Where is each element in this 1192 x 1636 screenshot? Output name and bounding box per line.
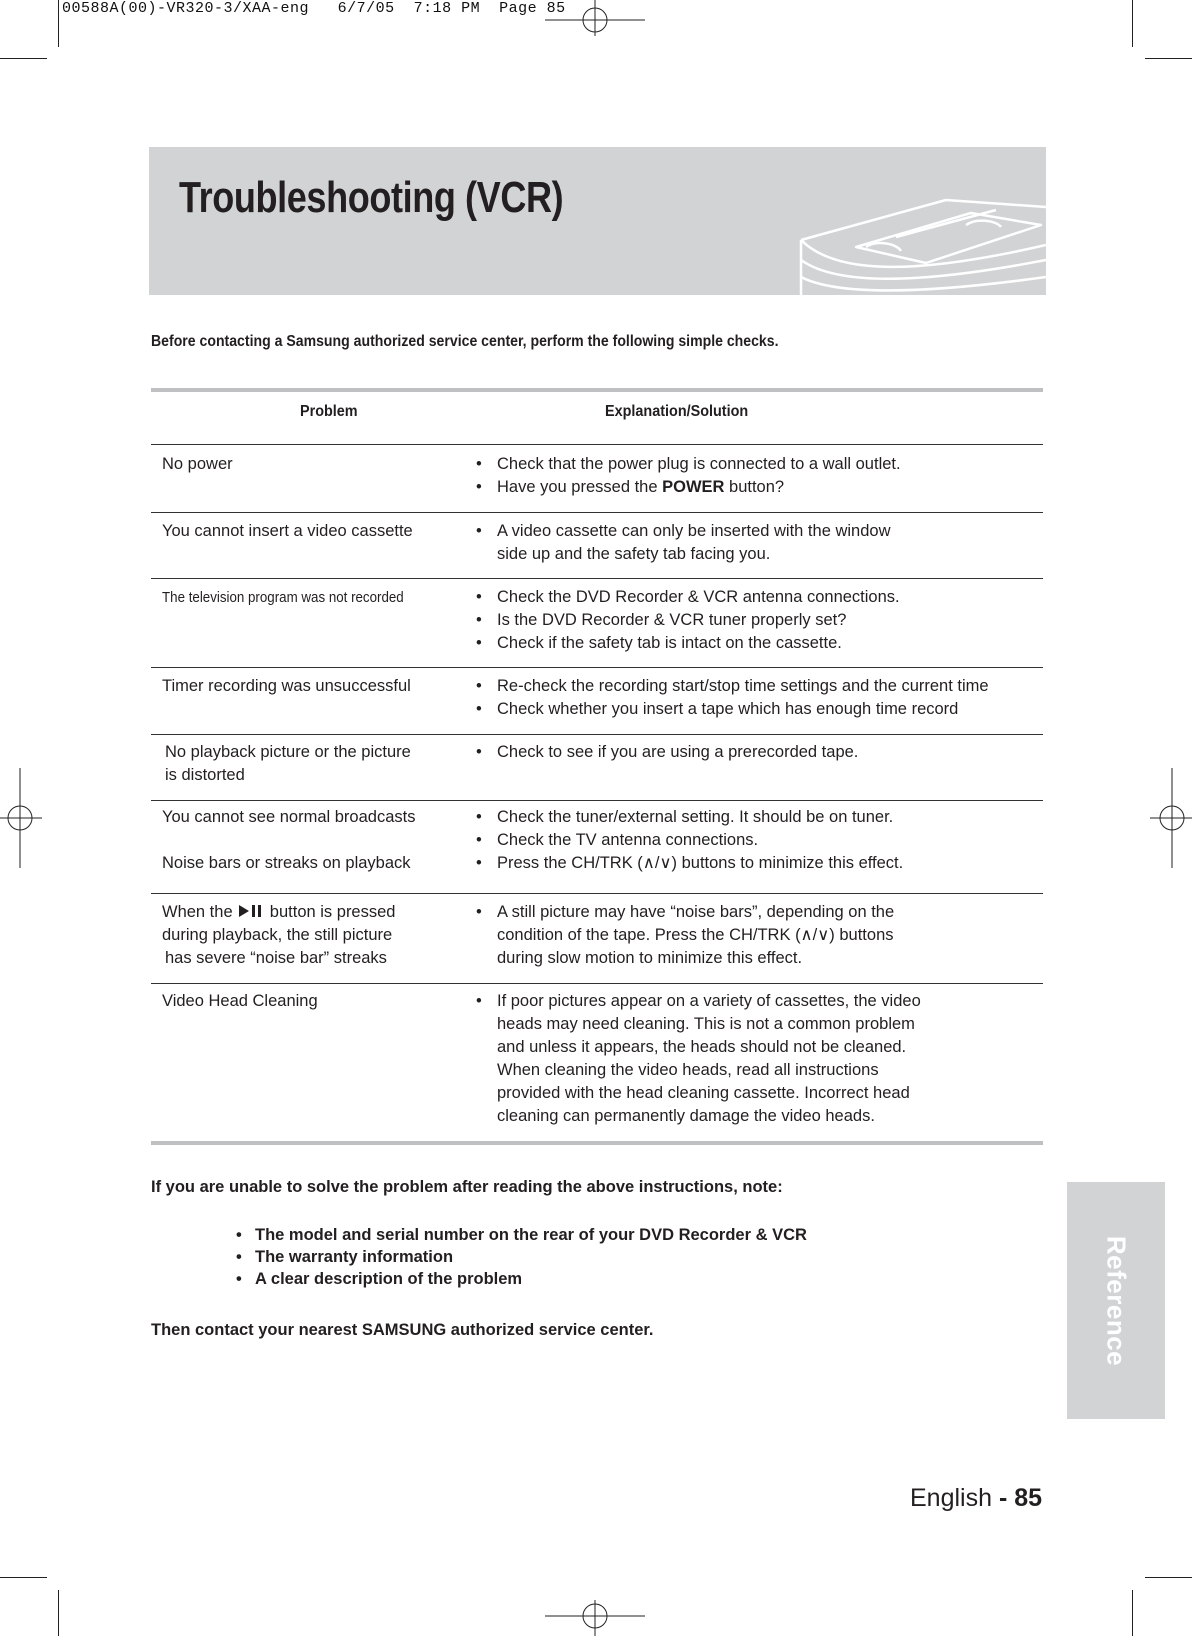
- problem-cell: Video Head Cleaning: [162, 992, 318, 1010]
- problem-cell: The television program was not recorded: [162, 590, 404, 606]
- table-bottom-rule: [151, 1141, 1043, 1145]
- solution-cell: • Check the DVD Recorder & VCR antenna connections. • Is the DVD Recorder & VCR tuner properly set? • Check if the safety tab is intact on the cassette.: [476, 588, 900, 652]
- page-number: English - 85: [910, 1484, 1043, 1512]
- crop-mark: [1145, 58, 1192, 59]
- table-divider: [151, 734, 1043, 735]
- problem-cell: Timer recording was unsuccessful: [162, 677, 411, 695]
- note-closing: Then contact your nearest SAMSUNG authorized service center.: [151, 1321, 654, 1339]
- solution-cell: • A still picture may have “noise bars”, depending on the condition of the tape. Press the CH/TRK (∧/∨) buttons during slow motion to minimize this effect.: [476, 903, 895, 967]
- solution-cell: • Check the tuner/external setting. It should be on tuner. • Check the TV antenna connections. • Press the CH/TRK (∧/∨) buttons to minimize this effect.: [476, 808, 904, 872]
- problem-cell: No power: [162, 455, 233, 473]
- solution-cell: • Re-check the recording start/stop time settings and the current time • Check whether you insert a tape which has enough time record: [476, 677, 989, 718]
- intro-text: Before contacting a Samsung authorized service center, perform the following simple checks.: [151, 333, 779, 350]
- crop-mark: [1132, 0, 1133, 47]
- list-item: • The model and serial number on the rear of your DVD Recorder & VCR: [236, 1226, 807, 1244]
- crop-mark: [0, 1577, 47, 1578]
- crop-mark: [1145, 1577, 1192, 1578]
- solution-cell: • Check to see if you are using a prerecorded tape.: [476, 743, 859, 761]
- column-header-problem: Problem: [300, 403, 358, 420]
- play-pause-icon: [237, 903, 265, 919]
- vcr-illustration: [796, 185, 1046, 295]
- crosshair-icon: [0, 768, 42, 868]
- crop-mark: [58, 0, 59, 47]
- list-item: • The warranty information: [236, 1248, 454, 1266]
- note-list: [236, 1224, 807, 1290]
- table-divider: [151, 444, 1043, 445]
- crosshair-icon: [545, 0, 645, 36]
- table-divider: [151, 893, 1043, 894]
- page-title: Troubleshooting (VCR): [179, 173, 564, 222]
- table-divider: [151, 667, 1043, 668]
- solution-cell: • If poor pictures appear on a variety of cassettes, the video heads may need cleaning. This is not a common problem and unless it appears, the heads should not be cleaned. When cleaning the video heads, read all instructions provided with the head cleaning cassette. Incorrect head cleaning can permanently damage the video heads.: [476, 992, 921, 1125]
- title-banner: [149, 147, 1046, 295]
- table-divider: [151, 983, 1043, 984]
- problem-cell: When the button is pressed during playback, the still picture has severe “noise bar” streaks: [162, 903, 396, 967]
- crosshair-icon: [1150, 768, 1192, 868]
- crop-mark: [1132, 1590, 1133, 1636]
- crop-mark: [0, 58, 47, 59]
- problem-cell: You cannot insert a video cassette: [162, 522, 413, 540]
- note-lead: If you are unable to solve the problem after reading the above instructions, note:: [151, 1178, 783, 1196]
- print-header: 00588A(00)-VR320-3/XAA-eng 6/7/05 7:18 PM Page 85: [62, 0, 566, 17]
- section-tab-reference: [1067, 1182, 1165, 1419]
- table-divider: [151, 578, 1043, 579]
- list-item: • A clear description of the problem: [236, 1270, 523, 1288]
- problem-cell: You cannot see normal broadcasts Noise bars or streaks on playback: [162, 808, 416, 872]
- problem-cell: No playback picture or the picture is distorted: [165, 743, 411, 784]
- column-header-solution: Explanation/Solution: [605, 403, 749, 420]
- table-divider: [151, 512, 1043, 513]
- crosshair-icon: [545, 1600, 645, 1636]
- table-divider: [151, 800, 1043, 801]
- solution-cell: • Check that the power plug is connected to a wall outlet. • Have you pressed the POWER button?: [476, 455, 901, 496]
- table-top-rule: [151, 388, 1043, 392]
- crop-mark: [58, 1590, 59, 1636]
- solution-cell: • A video cassette can only be inserted with the window side up and the safety tab facing you.: [476, 522, 891, 563]
- section-tab-label: Reference: [1101, 1235, 1132, 1366]
